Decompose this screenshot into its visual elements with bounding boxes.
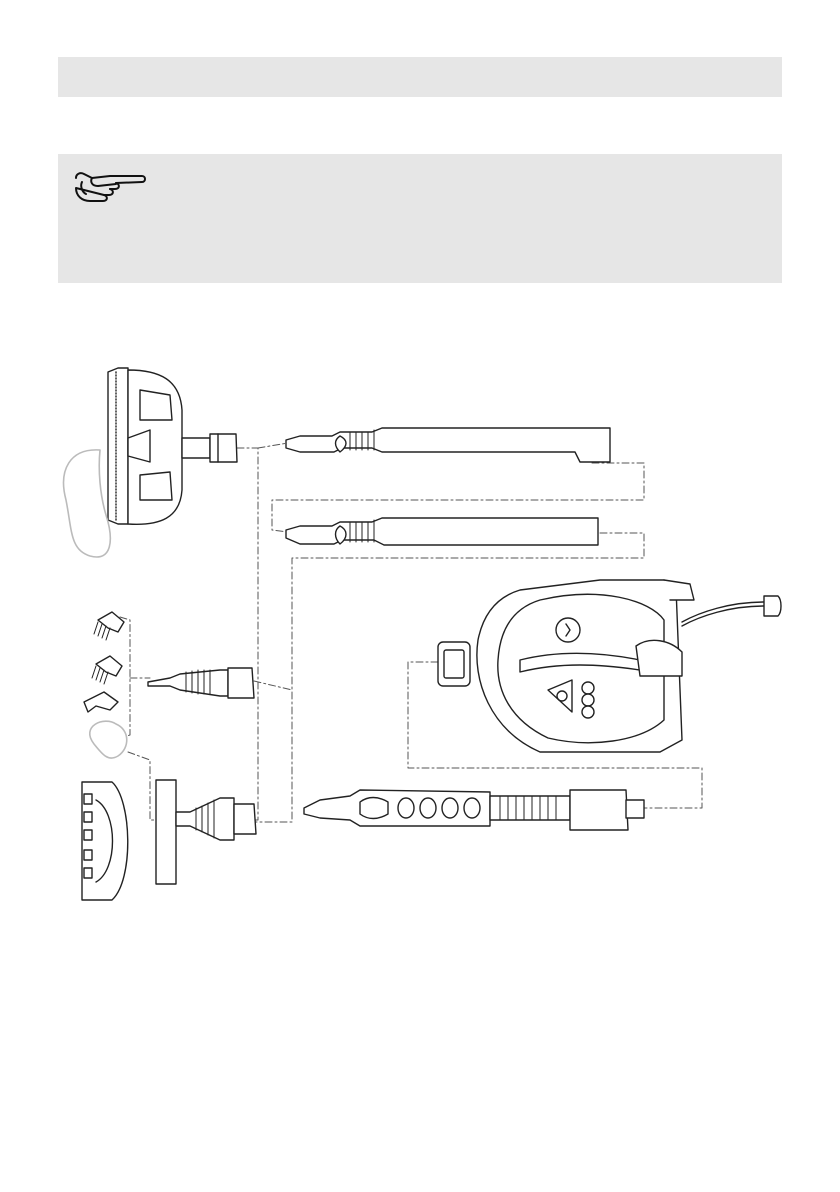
spot-nozzle — [148, 668, 254, 698]
brush-nozzle-1 — [94, 612, 124, 640]
window-cloth — [90, 721, 127, 758]
extension-tube-2 — [286, 518, 598, 545]
brush-nozzle-2 — [92, 656, 122, 684]
extension-tube-1 — [286, 428, 610, 462]
hand-tool — [156, 780, 256, 884]
floor-head — [108, 368, 237, 524]
angled-nozzle — [84, 692, 118, 712]
pointing-hand-icon — [70, 168, 148, 206]
parts-diagram — [0, 300, 840, 920]
window-squeegee — [82, 782, 128, 900]
note-box — [58, 154, 782, 283]
section-header-bar — [58, 57, 782, 97]
steam-hose-handle — [304, 790, 644, 830]
floor-cloth — [64, 450, 111, 557]
steam-unit — [438, 580, 781, 752]
